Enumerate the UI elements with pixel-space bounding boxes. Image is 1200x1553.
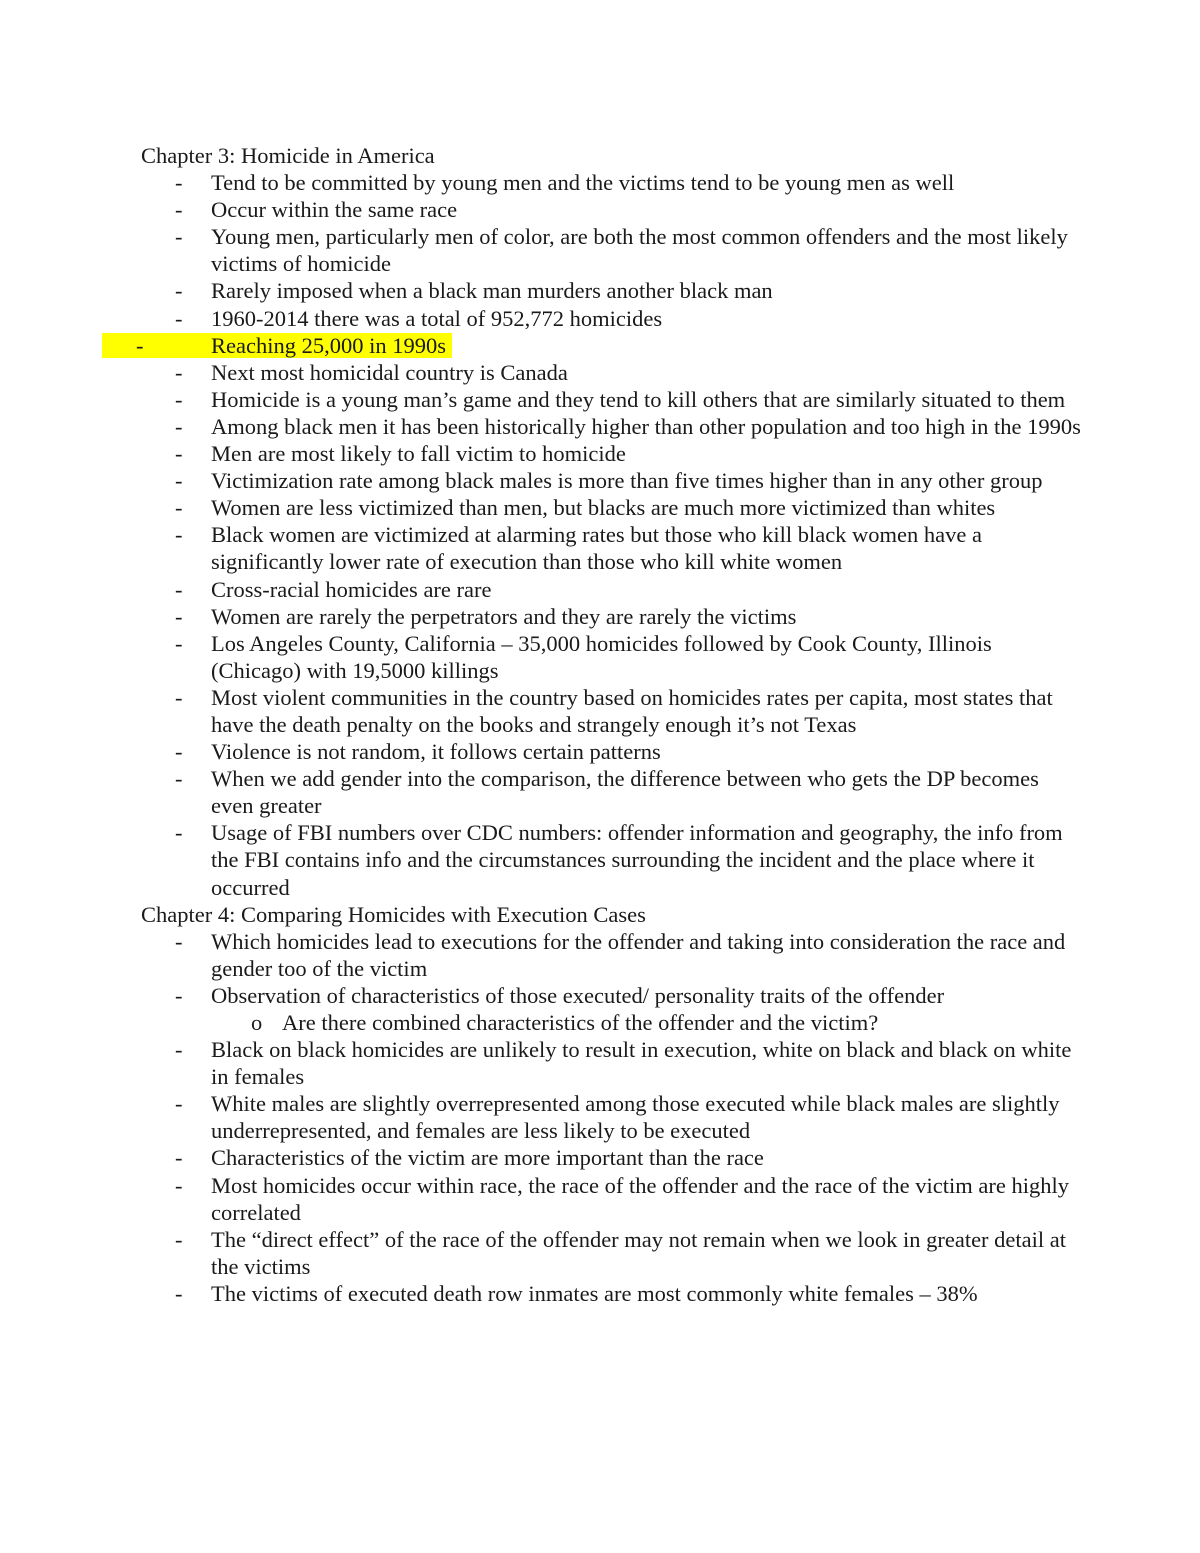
list-item: - Homicide is a young man’s game and they tend to kill others that are similarly situated to them: [175, 386, 1066, 412]
list-item: - Cross-racial homicides are rare: [175, 576, 492, 602]
sub-bullet: o: [251, 1010, 263, 1035]
bullet-dash: -: [175, 576, 183, 602]
list-item: - When we add gender into the comparison, the difference between who gets the DP becomes even greater: [175, 766, 1039, 819]
chapter-4-list: [141, 928, 1081, 1307]
bullet-dash: -: [175, 359, 183, 385]
sub-list-item: o Are there combined characteristics of the offender and the victim?: [251, 1010, 879, 1035]
bullet-dash: -: [175, 630, 183, 656]
list-item: - Which homicides lead to executions for the offender and taking into consideration the race and gender too of the victim: [175, 928, 1066, 981]
highlight: - Reaching 25,000 in 1990s: [102, 333, 452, 358]
list-item: - Black on black homicides are unlikely to result in execution, white on black and black on white in females: [175, 1037, 1072, 1090]
document-page: [136, 142, 1081, 1307]
sub-list: [211, 1009, 1081, 1036]
bullet-dash: -: [175, 170, 183, 196]
bullet-dash: -: [175, 386, 183, 412]
list-item: - Black women are victimized at alarming rates but those who kill black women have a significantly lower rate of execution than those who kill white women: [175, 522, 982, 575]
chapter-3-list: [136, 169, 1081, 901]
list-item: - Young men, particularly men of color, are both the most common offenders and the most likely victims of homicide: [175, 224, 1068, 277]
list-item: - Among black men it has been historically higher than other population and too high in the 1990s: [175, 413, 1081, 439]
bullet-dash: -: [175, 413, 183, 439]
list-item: - Tend to be committed by young men and the victims tend to be young men as well: [175, 170, 955, 196]
bullet-dash: -: [175, 766, 183, 792]
highlighted-list-item: [136, 332, 1081, 359]
bullet-dash: -: [175, 1091, 183, 1117]
bullet-dash: -: [175, 1037, 183, 1063]
list-item: - Next most homicidal country is Canada: [175, 359, 568, 385]
bullet-dash: -: [175, 1145, 183, 1171]
bullet-dash: -: [175, 820, 183, 846]
list-item: - Usage of FBI numbers over CDC numbers: offender information and geography, the info from the FBI contains info and the circumstances surrounding the incident and the place where it occurred: [175, 820, 1063, 900]
list-item: - Victimization rate among black males is more than five times higher than in any other group: [175, 468, 1043, 494]
bullet-dash: -: [175, 224, 183, 250]
bullet-dash: -: [175, 522, 183, 548]
bullet-dash: -: [175, 603, 183, 629]
bullet-dash: -: [175, 684, 183, 710]
bullet-dash: -: [175, 305, 183, 331]
list-item: - Characteristics of the victim are more important than the race: [175, 1145, 764, 1171]
list-item: - White males are slightly overrepresented among those executed while black males are slightly underrepresented, and females are less likely to be executed: [175, 1091, 1060, 1144]
list-item: - Most violent communities in the country based on homicides rates per capita, most states that have the death penalty on the books and strangely enough it’s not Texas: [175, 684, 1053, 737]
bullet-dash: -: [175, 441, 183, 467]
list-item: - 1960-2014 there was a total of 952,772 homicides: [175, 305, 663, 331]
bullet-dash: -: [175, 278, 183, 304]
bullet-dash: -: [175, 928, 183, 954]
bullet-dash: -: [175, 468, 183, 494]
bullet-dash: -: [136, 332, 144, 358]
list-item: - Women are rarely the perpetrators and they are rarely the victims: [175, 603, 797, 629]
bullet-dash: -: [175, 197, 183, 223]
list-item: - Observation of characteristics of those executed/ personality traits of the offender o Are there combined characteristics of the offender and the victim?: [141, 982, 1081, 1036]
bullet-dash: -: [175, 739, 183, 765]
bullet-dash: -: [175, 982, 183, 1008]
list-item: - Most homicides occur within race, the race of the offender and the race of the victim are highly correlated: [175, 1172, 1069, 1225]
bullet-dash: -: [175, 1226, 183, 1252]
list-item: - Occur within the same race: [175, 197, 458, 223]
list-item: - The “direct effect” of the race of the offender may not remain when we look in greater detail at the victims: [175, 1226, 1067, 1279]
chapter-3-heading: Chapter 3: Homicide in America: [141, 143, 435, 168]
list-item: - The victims of executed death row inmates are most commonly white females – 38%: [175, 1280, 978, 1306]
list-item: - Women are less victimized than men, but blacks are much more victimized than whites: [175, 495, 996, 521]
list-item: - Rarely imposed when a black man murders another black man: [175, 278, 773, 304]
chapter-4-heading: Chapter 4: Comparing Homicides with Execution Cases: [141, 901, 646, 927]
list-item: - Los Angeles County, California – 35,000 homicides followed by Cook County, Illinois (Chicago) with 19,5000 killings: [175, 630, 992, 683]
bullet-dash: -: [175, 1280, 183, 1306]
list-item: - Men are most likely to fall victim to homicide: [175, 441, 626, 467]
list-item: - Violence is not random, it follows certain patterns: [175, 739, 661, 765]
bullet-dash: -: [175, 1172, 183, 1198]
bullet-dash: -: [175, 495, 183, 521]
